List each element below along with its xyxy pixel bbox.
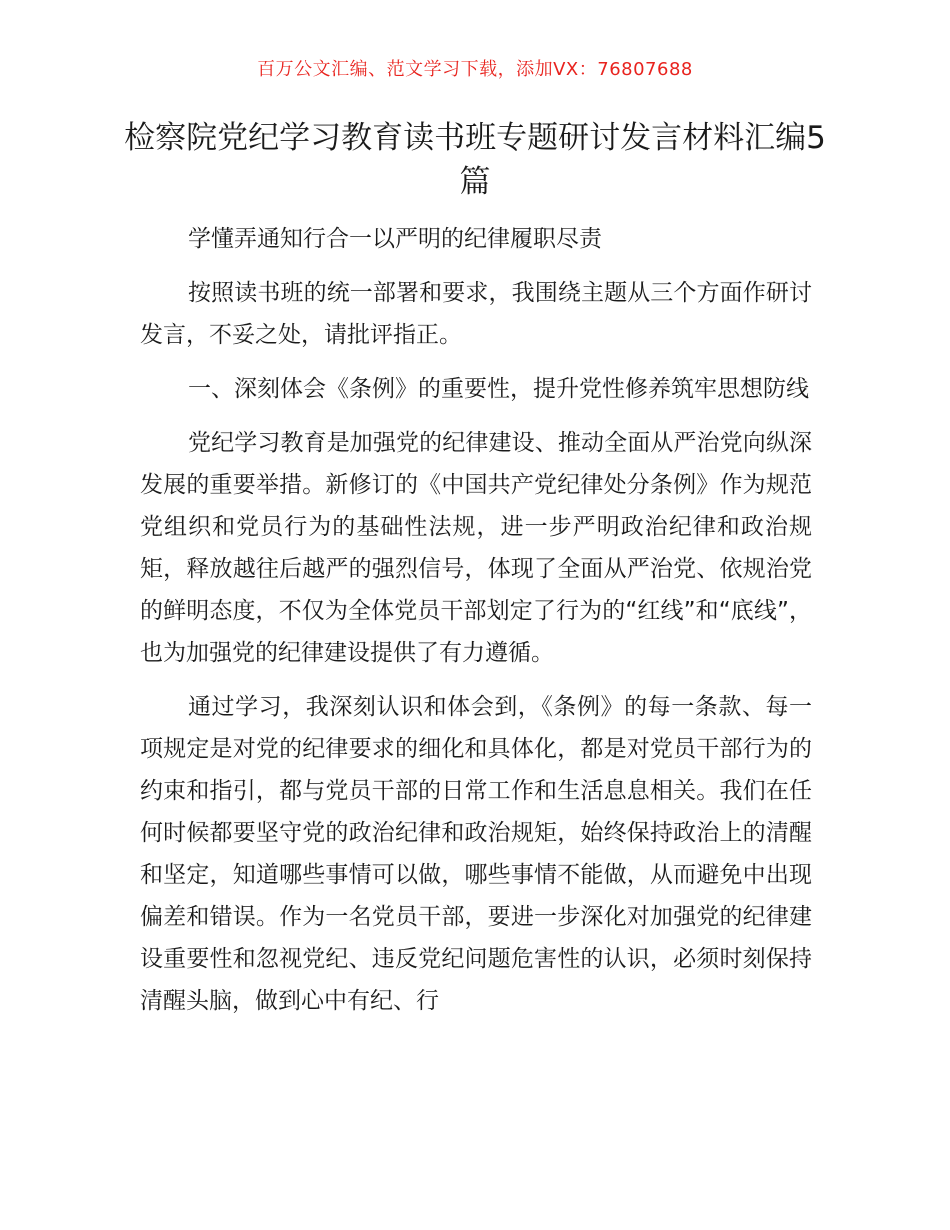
document-title: 检察院党纪学习教育读书班专题研讨发言材料汇编5篇: [124, 120, 826, 200]
section-heading-1: 一、深刻体会《条例》的重要性，提升党性修养筑牢思想防线: [188, 376, 809, 402]
watermark-header-note: 百万公文汇编、范文学习下载，添加VX：76807688: [257, 59, 693, 80]
intro-paragraph: 按照读书班的统一部署和要求，我围绕主题从三个方面作研讨发言，不妥之处，请批评指正。: [140, 280, 812, 348]
body-paragraph-1: 党纪学习教育是加强党的纪律建设、推动全面从严治党向纵深发展的重要举措。新修订的《中国共产党纪律处分条例》作为规范党组织和党员行为的基础性法规，进一步严明政治纪律和政治规矩，释放越往后越严的强烈信号，体现了全面从严治党、依规治党的鲜明态度，不仅为全体党员干部划定了行为的“红线”和“底线”，也为加强党的纪律建设提供了有力遵循。: [140, 430, 812, 666]
document-body: [140, 218, 812, 1022]
body-paragraph-2: 通过学习，我深刻认识和体会到，《条例》的每一条款、每一项规定是对党的纪律要求的细化和具体化，都是对党员干部行为的约束和指引，都与党员干部的日常工作和生活息息相关。我们在任何时候都要坚守党的政治纪律和政治规矩，始终保持政治上的清醒和坚定，知道哪些事情可以做，哪些事情不能做，从而避免中出现偏差和错误。作为一名党员干部，要进一步深化对加强党的纪律建设重要性和忽视党纪、违反党纪问题危害性的认识，必须时刻保持清醒头脑，做到心中有纪、行: [140, 694, 812, 1014]
subtitle-paragraph: 学懂弄通知行合一以严明的纪律履职尽责: [188, 226, 602, 252]
